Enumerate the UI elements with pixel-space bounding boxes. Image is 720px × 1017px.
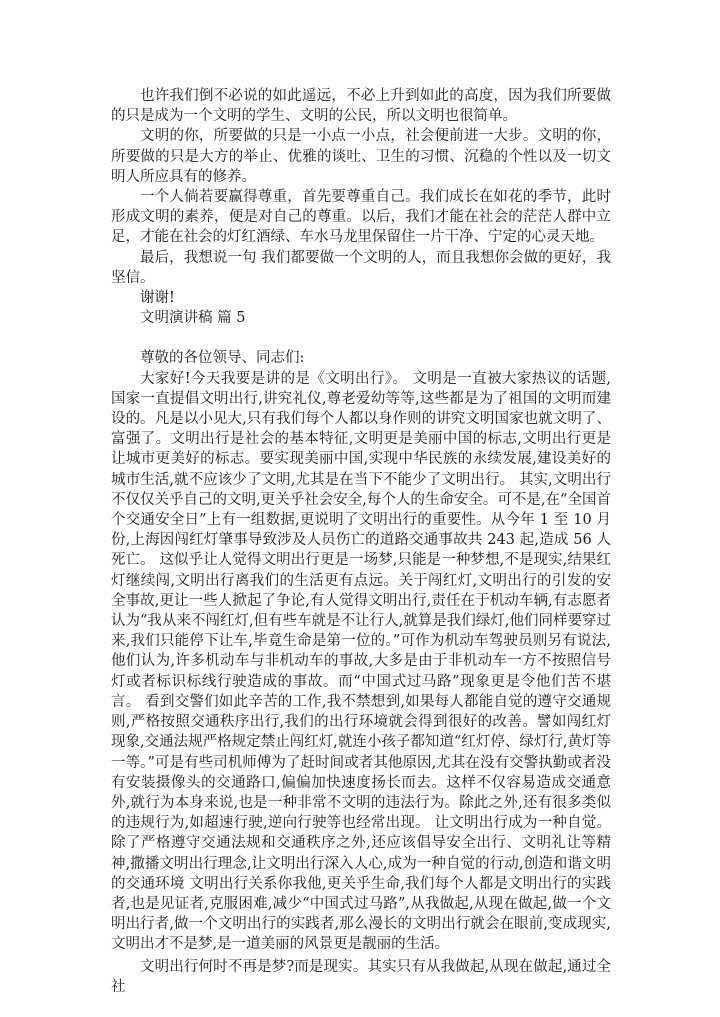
paragraph-simple-civility: 也许我们倒不必说的如此遥远，不必上升到如此的高度，因为我们所要做的只是成为一个文明的学生、文明的公民，所以文明也很简单。 xyxy=(111,88,611,125)
paragraph-closing: 最后，我想说一句 我们都要做一个文明的人，而且我想你会做的更好，我坚信。 xyxy=(111,249,611,286)
paragraph-thanks: 谢谢! xyxy=(140,290,175,307)
section-title: 文明演讲稿 篇 5 xyxy=(140,310,246,327)
document-body xyxy=(111,86,611,997)
paragraph-civil-travel: 大家好!今天我要是讲的是《文明出行》。 文明是一直被大家热议的话题,国家一直提倡文明出行,讲究礼仪,尊老爱幼等等,这些都是为了祖国的文明而建设的。凡是以小见大,只有我们每个人都以身作则的讲究文明国家也就文明了、富强了。文明出行是社会的基本特征,文明更是美丽中国的标志,文明出行更是让城市更美好的标志。要实现美丽中国,实现中华民族的永续发展,建设美好的城市生活,就不应该少了文明,尤其是在当下不能少了文明出行。 其实,文明出行不仅仅关乎自己的文明,更关乎社会安全,每个人的生命安全。可不是,在“全国首个交通安全日”上有一组数据,更说明了文明出行的重要性。从今年 1 至 10 月份,上海因闯红灯肇事导致涉及人员伤亡的道路交通事故共 243 起,造成 56 人死亡。 这似乎让人觉得文明出行更是一场梦,只能是一种梦想,不是现实,结果红灯继续闯,文明出行离我们的生活更有点远。关于闯红灯,文明出行的引发的安全事故,更让一些人掀起了争论,有人觉得文明出行,责任在于机动车辆,有志愿者认为“我从来不闯红灯,但有些车就是不让行人,就算是我们绿灯,他们同样要穿过来,我们只能停下让车,毕竟生命是第一位的。”可作为机动车驾驶员则另有说法,他们认为,许多机动车与非机动车的事故,大多是由于非机动车一方不按照信号灯或者标识标线行驶造成的事故。而“中国式过马路”现象更是令他们苦不堪言。 看到交警们如此辛苦的工作,我不禁想到,如果每人都能自觉的遵守交通规则,严格按照交通秩序出行,我们的出行环境就会得到很好的改善。譬如闯红灯现象,交通法规严格规定禁止闯红灯,就连小孩子都知道“红灯停、绿灯行,黄灯等一等。”可是有些司机师傅为了赶时间或者其他原因,尤其在没有交警执勤或者没有安装摄像头的交通路口,偏偏加快速度扬长而去。这样不仅容易造成交通意外,就行为本身来说,也是一种非常不文明的违法行为。除此之外,还有很多类似的违规行为,如超速行驶,逆向行驶等也经常出现。 让文明出行成为一种自觉。除了严格遵守交通法规和交通秩序之外,还应该倡导安全出行、文明礼让等精神,撒播文明出行理念,让文明出行深入人心,成为一种自觉的行动,创造和谐文明的交通环境 文明出行关系你我他,更关乎生命,我们每个人都是文明出行的实践者,也是见证者,克服困难,减少“中国式过马路”,从我做起,从现在做起,做一个文明出行者,做一个文明出行的实践者,那么漫长的文明出行就会在眼前,变成现实,文明出才不是梦,是一道美丽的风景更是靓丽的生活。 xyxy=(111,370,611,953)
salutation: 尊敬的各位领导、同志们: xyxy=(140,350,305,367)
paragraph-respect: 一个人倘若要赢得尊重，首先要尊重自己。我们成长在如花的季节，此时形成文明的素养，便是对自己的尊重。以后，我们才能在社会的茫茫人群中立足，才能在社会的灯红酒绿、车水马龙里保留住一片干净、宁定的心灵天地。 xyxy=(111,189,611,246)
paragraph-dream-reality: 文明出行何时不再是梦?而是现实。其实只有从我做起,从现在做起,通过全社 xyxy=(111,958,611,995)
paragraph-civil-you: 文明的你，所要做的只是一小点一小点，社会便前进一大步。文明的你，所要做的只是大方的举止、优雅的谈吐、卫生的习惯、沉稳的个性以及一切文明人所应具有的修养。 xyxy=(111,128,611,185)
